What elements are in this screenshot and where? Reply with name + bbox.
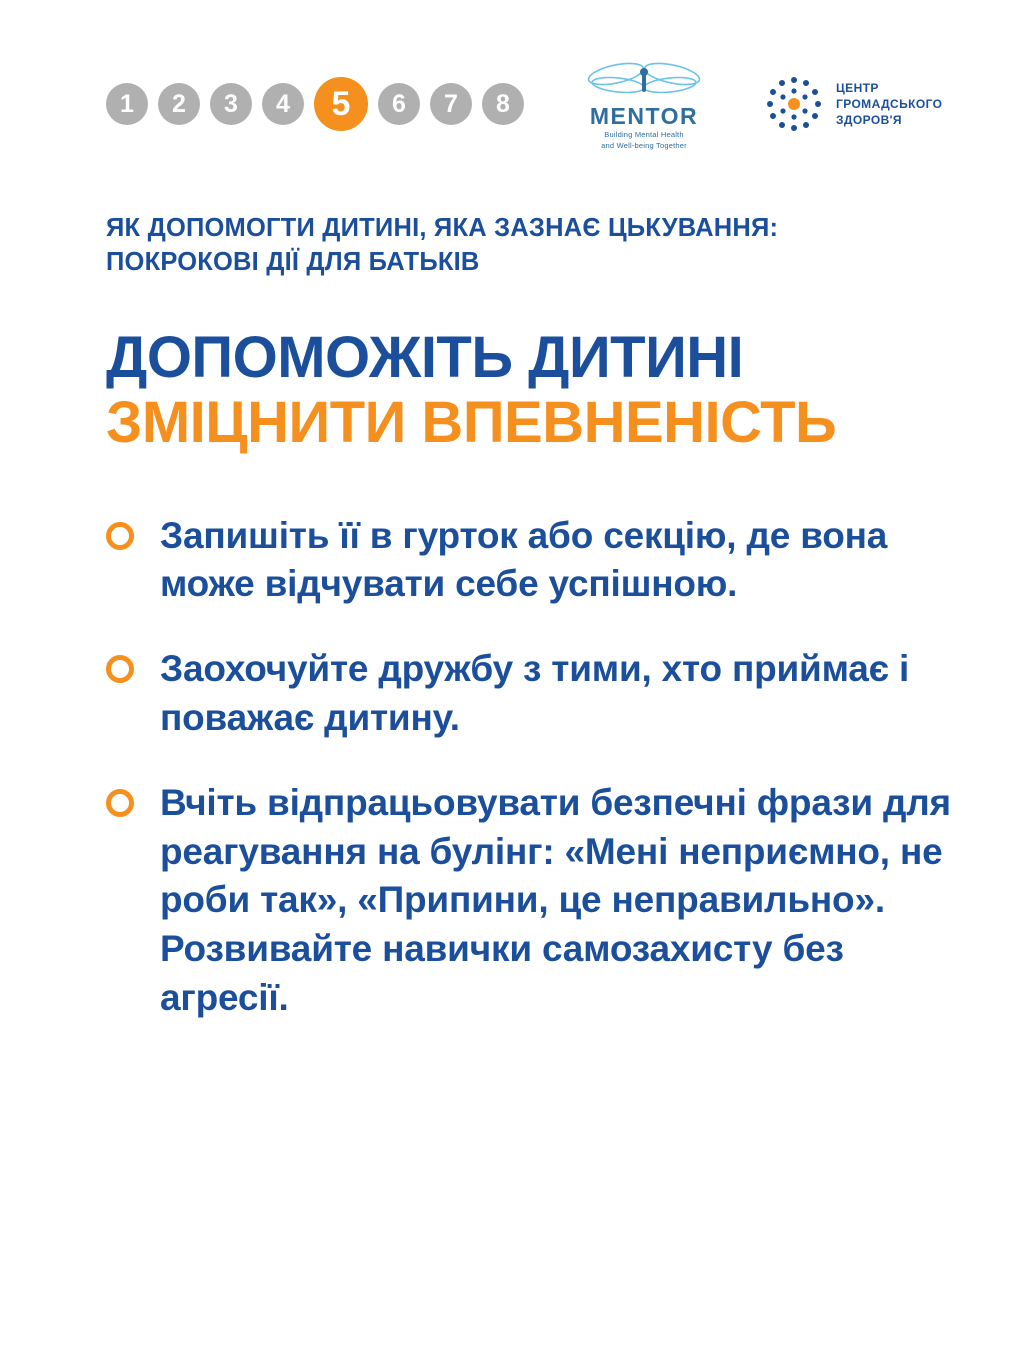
step-5-active[interactable]: 5 xyxy=(314,77,368,131)
phc-circle-icon xyxy=(764,74,824,134)
list-item-text: Вчіть відпрацьовувати безпечні фрази для реагування на булінг: «Мені неприємно, не роби так», «Припини, це неправильно». Розвивайте навички самозахисту без агресії. xyxy=(160,781,951,1019)
list-item xyxy=(106,779,966,1023)
phc-wordmark xyxy=(836,80,942,129)
phc-line-3: ЗДОРОВ'Я xyxy=(836,113,902,128)
series-kicker xyxy=(106,211,906,280)
mentor-tagline-2: and Well-being Together xyxy=(601,141,687,151)
ring-bullet-icon xyxy=(106,522,134,550)
title-line-1: ДОПОМОЖІТЬ ДИТИНІ xyxy=(106,324,744,390)
kicker-line-2: ПОКРОКОВІ ДІЇ ДЛЯ БАТЬКІВ xyxy=(106,248,480,277)
step-4[interactable]: 4 xyxy=(262,83,304,125)
header-bar xyxy=(0,0,1013,151)
ring-bullet-icon xyxy=(106,655,134,683)
public-health-center-logo xyxy=(764,74,942,134)
list-item xyxy=(106,645,966,743)
step-1[interactable]: 1 xyxy=(106,83,148,125)
step-8[interactable]: 8 xyxy=(482,83,524,125)
list-item-text: Запишіть її в гурток або секцію, де вона може відчувати себе успішною. xyxy=(160,514,888,605)
step-indicator xyxy=(106,77,524,131)
advice-list xyxy=(106,512,966,1023)
title-line-2: ЗМІЦНИТИ ВПЕВНЕНІСТЬ xyxy=(106,389,837,455)
kicker-line-1: ЯК ДОПОМОГТИ ДИТИНІ, ЯКА ЗАЗНАЄ ЦЬКУВАННЯ: xyxy=(106,213,779,242)
mentor-wordmark: MENTOR xyxy=(589,103,699,129)
mentor-tagline-1: Building Mental Health xyxy=(604,130,684,139)
step-7[interactable]: 7 xyxy=(430,83,472,125)
step-6[interactable]: 6 xyxy=(378,83,420,125)
step-3[interactable]: 3 xyxy=(210,83,252,125)
list-item-text: Заохочуйте дружбу з тими, хто приймає і поважає дитину. xyxy=(160,648,910,738)
logo-group xyxy=(578,58,942,151)
ring-bullet-icon xyxy=(106,789,134,817)
mentor-logo xyxy=(578,58,710,151)
page-title xyxy=(106,326,966,456)
phc-line-2: ГРОМАДСЬКОГО xyxy=(836,97,943,112)
step-2[interactable]: 2 xyxy=(158,83,200,125)
list-item xyxy=(106,512,966,610)
dragonfly-icon xyxy=(578,58,710,104)
phc-line-1: ЦЕНТР xyxy=(836,81,879,96)
